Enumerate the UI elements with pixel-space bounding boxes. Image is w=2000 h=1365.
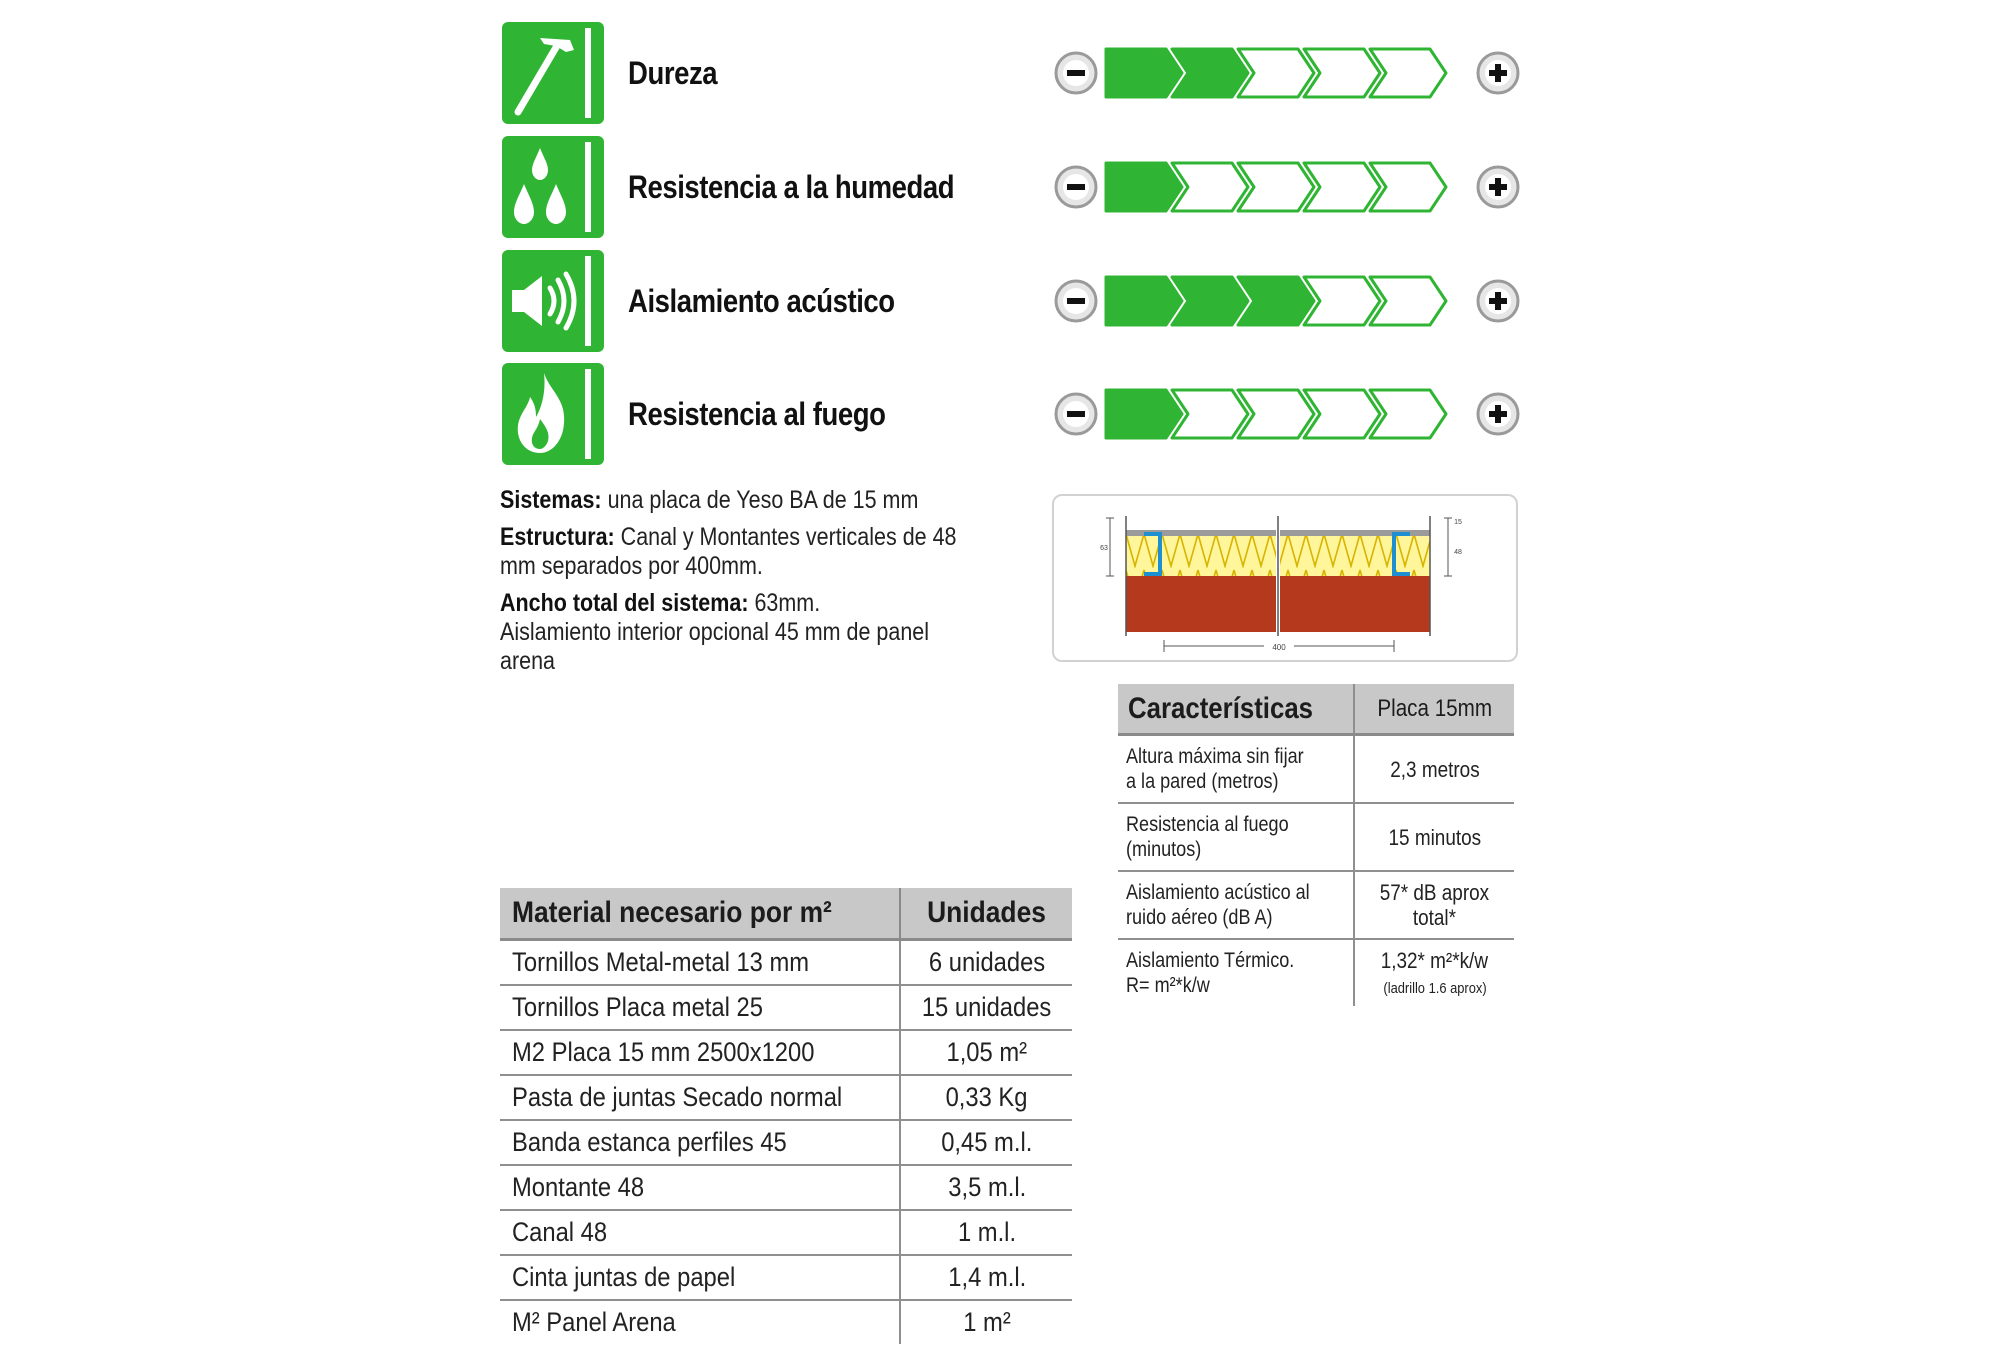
char-label: Aislamiento Térmico. R= m²*k/w: [1126, 949, 1295, 997]
estructura-line: [500, 523, 982, 581]
table-row: [1118, 803, 1514, 871]
column-header: Características: [1118, 684, 1354, 735]
material-item: Cinta juntas de papel: [500, 1255, 900, 1300]
rating-chevron-filled: [1106, 163, 1182, 211]
char-label: Aislamiento acústico al ruido aéreo (dB A): [1118, 871, 1354, 939]
table-row: [500, 1075, 1072, 1120]
dim-left-label: 63: [1100, 545, 1108, 552]
ancho-line: [500, 589, 982, 676]
water-drops-icon: [500, 134, 606, 240]
rating-scale: [1052, 271, 1522, 331]
rating-label: Aislamiento acústico: [628, 283, 895, 319]
sistemas-line: [500, 486, 982, 515]
table-row: [500, 1120, 1072, 1165]
material-units: 15 unidades: [900, 985, 1072, 1030]
rating-row-humedad: [500, 134, 1520, 240]
material-item: Banda estanca perfiles 45: [500, 1120, 900, 1165]
rating-label: Resistencia a la humedad: [628, 169, 955, 205]
material-item: M2 Placa 15 mm 2500x1200: [500, 1030, 900, 1075]
rating-label: Resistencia al fuego: [628, 396, 886, 432]
table-row: [500, 1210, 1072, 1255]
rating-chevron-filled: [1106, 277, 1182, 325]
plus-icon: [1478, 53, 1518, 93]
system-description: [500, 486, 982, 684]
material-item: Tornillos Metal-metal 13 mm: [500, 940, 900, 986]
char-value: 1,32* m²*k/w (ladrillo 1.6 aprox): [1354, 939, 1514, 1006]
ancho-value: 63mm.: [754, 589, 821, 617]
material-units: 1,05 m²: [900, 1030, 1072, 1075]
material-units: 0,45 m.l.: [900, 1120, 1072, 1165]
rating-chevron-filled: [1106, 49, 1182, 97]
minus-icon: [1056, 167, 1096, 207]
table-row: [500, 1300, 1072, 1344]
table-row: [500, 1165, 1072, 1210]
minus-icon: [1056, 394, 1096, 434]
estructura-label: Estructura:: [500, 523, 615, 551]
minus-icon: [1056, 281, 1096, 321]
rating-row-acustico: [500, 248, 1520, 354]
char-value: 2,3 metros: [1354, 735, 1514, 804]
column-header: Material necesario por m²: [500, 888, 900, 940]
plus-icon: [1478, 167, 1518, 207]
plus-icon: [1478, 281, 1518, 321]
dim-bottom-label: 400: [1272, 643, 1286, 652]
sistemas-label: Sistemas:: [500, 486, 602, 514]
dim-right-top-label: 15: [1454, 519, 1462, 526]
dim-right-label: 48: [1454, 549, 1462, 556]
char-value: 15 minutos: [1354, 803, 1514, 871]
char-value: 57* dB aprox total*: [1354, 871, 1514, 939]
material-item: M² Panel Arena: [512, 1307, 676, 1337]
sistemas-value: una placa de Yeso BA de 15 mm: [607, 486, 919, 514]
table-row: [500, 940, 1072, 986]
material-item: Montante 48: [500, 1165, 900, 1210]
table-row: [500, 985, 1072, 1030]
hammer-icon: [500, 20, 606, 126]
rating-row-dureza: [500, 20, 1520, 126]
material-units: 6 unidades: [900, 940, 1072, 986]
material-item: Tornillos Placa metal 25: [500, 985, 900, 1030]
minus-icon: [1056, 53, 1096, 93]
material-units: 1 m²: [900, 1300, 1072, 1344]
rating-scale: [1052, 384, 1522, 444]
column-header: Placa 15mm: [1354, 684, 1514, 735]
estructura-value: Canal y Montantes verticales de 48 mm separados por 400mm.: [500, 523, 957, 580]
char-label: Altura máxima sin fijar a la pared (metros): [1118, 735, 1354, 804]
char-note: (ladrillo 1.6 aprox): [1382, 980, 1487, 997]
rating-row-fuego: [500, 361, 1520, 467]
material-units: 0,33 Kg: [900, 1075, 1072, 1120]
table-row: [1118, 735, 1514, 804]
table-header-row: [1118, 684, 1514, 735]
column-header: Unidades: [900, 888, 1072, 940]
table-row: [1118, 939, 1514, 1006]
table-row: [1118, 871, 1514, 939]
plus-icon: [1478, 394, 1518, 434]
material-item: Pasta de juntas Secado normal: [500, 1075, 900, 1120]
table-header-row: [500, 888, 1072, 940]
materials-table: [500, 888, 1072, 1344]
speaker-icon: [500, 248, 606, 354]
wall-section-diagram: [1052, 494, 1518, 662]
rating-label: Dureza: [628, 55, 718, 91]
material-units: 3,5 m.l.: [900, 1165, 1072, 1210]
aislamiento-text: Aislamiento interior opcional 45 mm de panel arena: [500, 618, 930, 675]
material-units: 1,4 m.l.: [900, 1255, 1072, 1300]
rating-scale: [1052, 157, 1522, 217]
characteristics-table: [1118, 684, 1514, 1006]
material-units: 1 m.l.: [900, 1210, 1072, 1255]
table-row: [500, 1255, 1072, 1300]
char-label: Resistencia al fuego (minutos): [1118, 803, 1354, 871]
table-row: [500, 1030, 1072, 1075]
rating-chevron-filled: [1106, 390, 1182, 438]
material-item: Canal 48: [500, 1210, 900, 1255]
rating-scale: [1052, 43, 1522, 103]
ancho-label: Ancho total del sistema:: [500, 589, 749, 617]
flame-icon: [500, 361, 606, 467]
